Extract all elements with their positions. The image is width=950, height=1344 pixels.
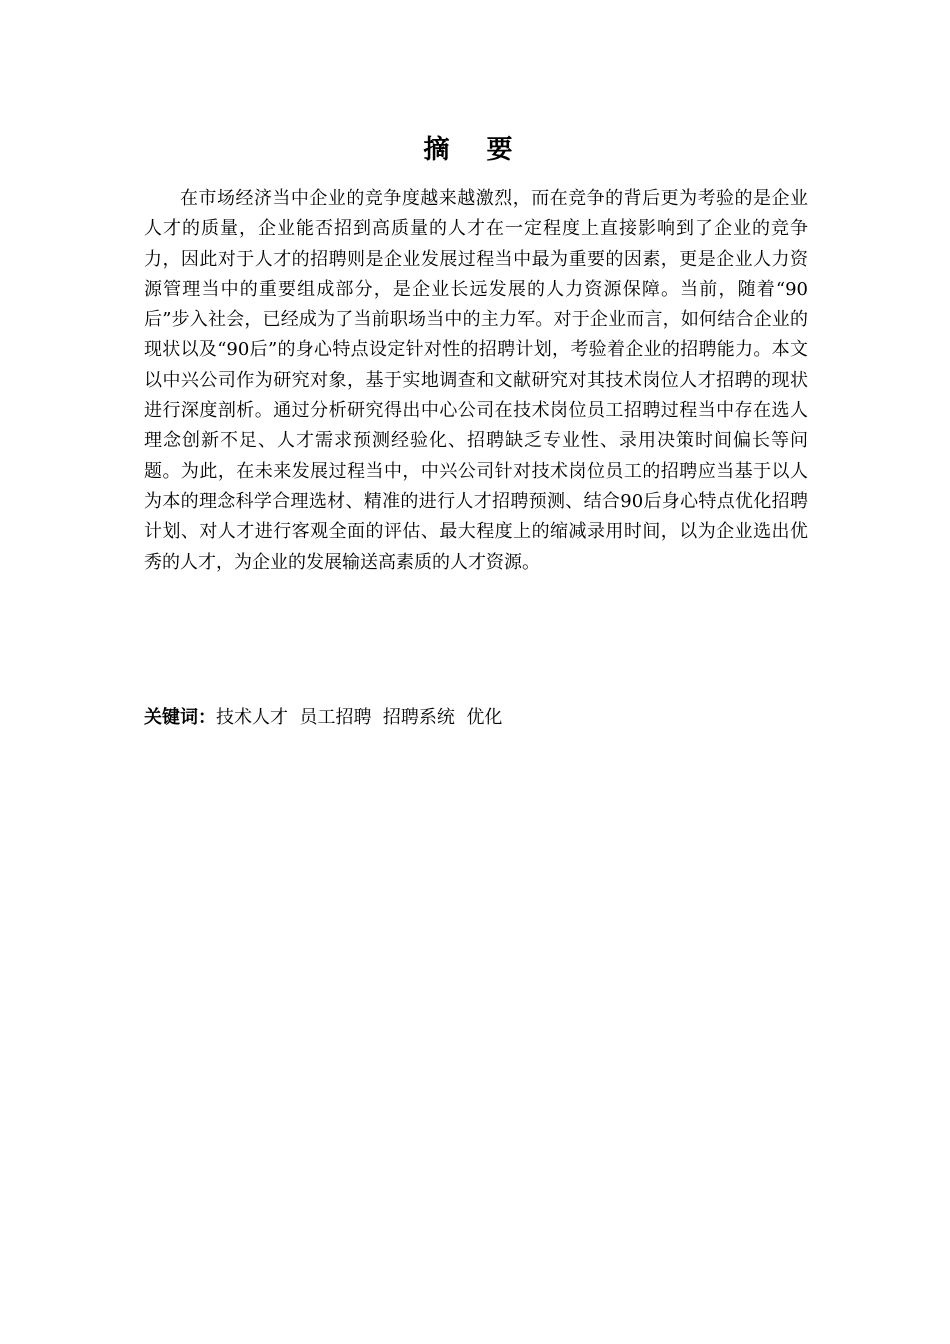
keywords-list: 技术人才 员工招聘 招聘系统 优化 — [216, 707, 503, 728]
abstract-title: 摘 要 — [423, 135, 527, 165]
keywords-line — [144, 703, 808, 733]
abstract-body: 在市场经济当中企业的竞争度越来越激烈，而在竞争的背后更为考验的是企业人才的质量，企业能否招到高质量的人才在一定程度上直接影响到了企业的竞争力，因此对于人才的招聘则是企业发展过程当中最为重要的因素，更是企业人力资源管理当中的重要组成部分，是企业长远发展的人力资源保障。当前，随着“90后”步入社会，已经成为了当前职场当中的主力军。对于企业而言，如何结合企业的现状以及“90后”的身心特点设定针对性的招聘计划，考验着企业的招聘能力。本文以中兴公司作为研究对象，基于实地调查和文献研究对其技术岗位人才招聘的现状进行深度剖析。通过分析研究得出中心公司在技术岗位员工招聘过程当中存在选人理念创新不足、人才需求预测经验化、招聘缺乏专业性、录用决策时间偏长等问题。为此，在未来发展过程当中，中兴公司针对技术岗位员工的招聘应当基于以人为本的理念科学合理选材、精准的进行人才招聘预测、结合90后身心特点优化招聘计划、对人才进行客观全面的评估、最大程度上的缩减录用时间，以为企业选出优秀的人才，为企业的发展输送高素质的人才资源。 — [144, 188, 808, 573]
keywords-label: 关键词： — [144, 707, 216, 728]
